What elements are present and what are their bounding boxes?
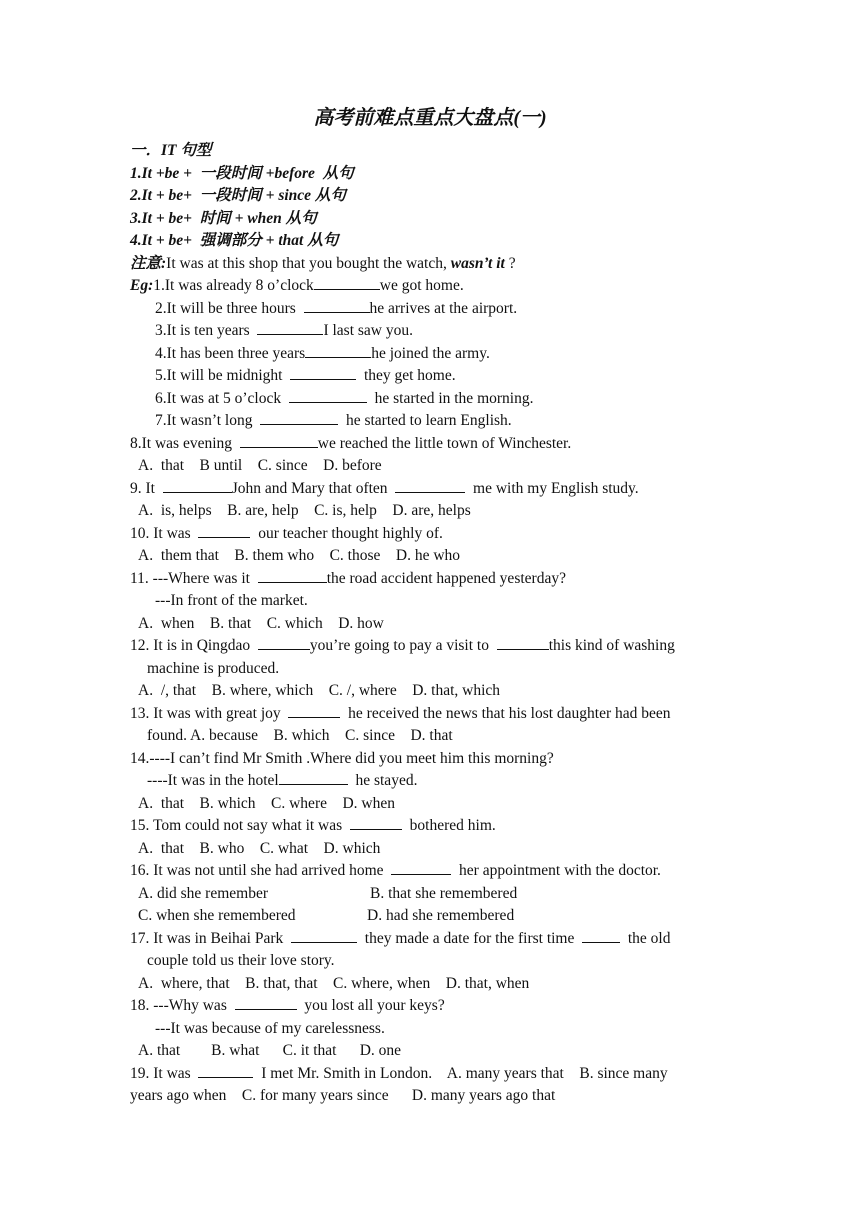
continuation-line: found. A. because B. which C. since D. that [147,727,453,744]
question-17: 17. It was in Beihai Park they made a date for the first time the old [130,929,671,947]
options-line: A. that B. who C. what D. which [138,839,381,857]
response-line: ---It was because of my carelessness. [155,1019,385,1037]
pattern-line: 1.It +be + 一段时间 +before 从句 [130,164,354,182]
answer-blank [305,343,371,358]
answer-blank [163,478,232,493]
options-line: A. that B. which C. where D. when [138,794,395,812]
note-label: 注意: [130,254,167,272]
answer-blank [304,298,370,313]
note-text: It was at this shop that you bought the watch, [166,254,451,272]
answer-blank [198,1063,253,1078]
options-line: A. them that B. them who C. those D. he who [138,547,461,564]
options-line: A. when B. that C. which D. how [138,614,384,632]
example-line: 5.It will be midnight they get home. [155,367,456,384]
section-heading: 一．IT 句型 [130,142,212,159]
document-body [130,140,732,1108]
example-line: 4.It has been three years he joined the army. [155,344,490,362]
question-8: 8.It was evening we reached the little town of Winchester. [130,434,572,452]
example-line: 6.It was at 5 o’clock he started in the morning. [155,389,534,407]
answer-blank [290,365,356,380]
continuation-line: years ago when C. for many years since D. many years ago that [130,1087,556,1104]
options-line: A. did she remember B. that she remembered [138,884,518,902]
answer-blank [235,995,297,1010]
question-10: 10. It was our teacher thought highly of. [130,524,443,542]
response-line: ---In front of the market. [155,592,308,609]
answer-blank [289,388,367,403]
options-line: A. that B until C. since D. before [138,457,382,474]
options-line: A. is, helps B. are, help C. is, help D. are, helps [138,502,471,519]
example-line: 7.It wasn’t long he started to learn English. [155,412,512,429]
question-16: 16. It was not until she had arrived home her appointment with the doctor. [130,862,661,879]
pattern-line: 2.It + be+ 一段时间 + since 从句 [130,187,346,204]
question-19: 19. It was I met Mr. Smith in London. A. many years that B. since many [130,1064,668,1082]
options-line: A. where, that B. that, that C. where, when D. that, when [138,974,530,992]
continuation-line: couple told us their love story. [147,952,335,969]
answer-blank [257,320,323,335]
answer-blank [395,478,465,493]
question-13: 13. It was with great joy he received the news that his lost daughter had been [130,704,671,722]
question-12: 12. It is in Qingdao you’re going to pay a visit to this kind of washing [130,637,675,654]
answer-blank [258,635,310,650]
answer-blank [198,523,250,538]
answer-blank [350,815,402,830]
note-end: ? [504,254,516,272]
answer-blank [582,928,620,943]
question-15: 15. Tom could not say what it was bothered him. [130,817,496,834]
answer-blank [288,703,340,718]
options-line: A. that B. what C. it that D. one [138,1042,402,1059]
pattern-line: 4.It + be+ 强调部分 + that 从句 [130,232,339,249]
pattern-line: 3.It + be+ 时间 + when 从句 [130,209,317,227]
answer-blank [260,410,338,425]
options-line: A. /, that B. where, which C. /, where D. that, which [138,682,501,699]
answer-blank [279,770,348,785]
answer-blank [314,275,380,290]
note-tag: wasn’t it [450,254,505,272]
question-9: 9. It John and Mary that often me with my English study. [130,479,639,497]
answer-blank [497,635,549,650]
question-11: 11. ---Where was it the road accident happened yesterday? [130,569,566,587]
example-line: 2.It will be three hours he arrives at the airport. [155,299,518,317]
page-title: 高考前难点重点大盘点(一) [313,107,547,129]
example-line: Eg:1.It was already 8 o’clock we got home. [130,277,464,294]
continuation-line: machine is produced. [147,659,280,677]
question-14: 14.----I can’t find Mr Smith .Where did you meet him this morning? [130,749,554,767]
answer-blank [291,928,357,943]
answer-blank [391,860,451,875]
options-line: C. when she remembered D. had she remembered [138,907,515,924]
eg-label: Eg: [130,277,154,294]
answer-blank [240,433,318,448]
question-18: 18. ---Why was you lost all your keys? [130,997,445,1014]
example-line: 3.It is ten years I last saw you. [155,322,413,339]
response-line: ----It was in the hotel he stayed. [147,772,418,789]
answer-blank [258,568,327,583]
note-line [130,253,732,276]
